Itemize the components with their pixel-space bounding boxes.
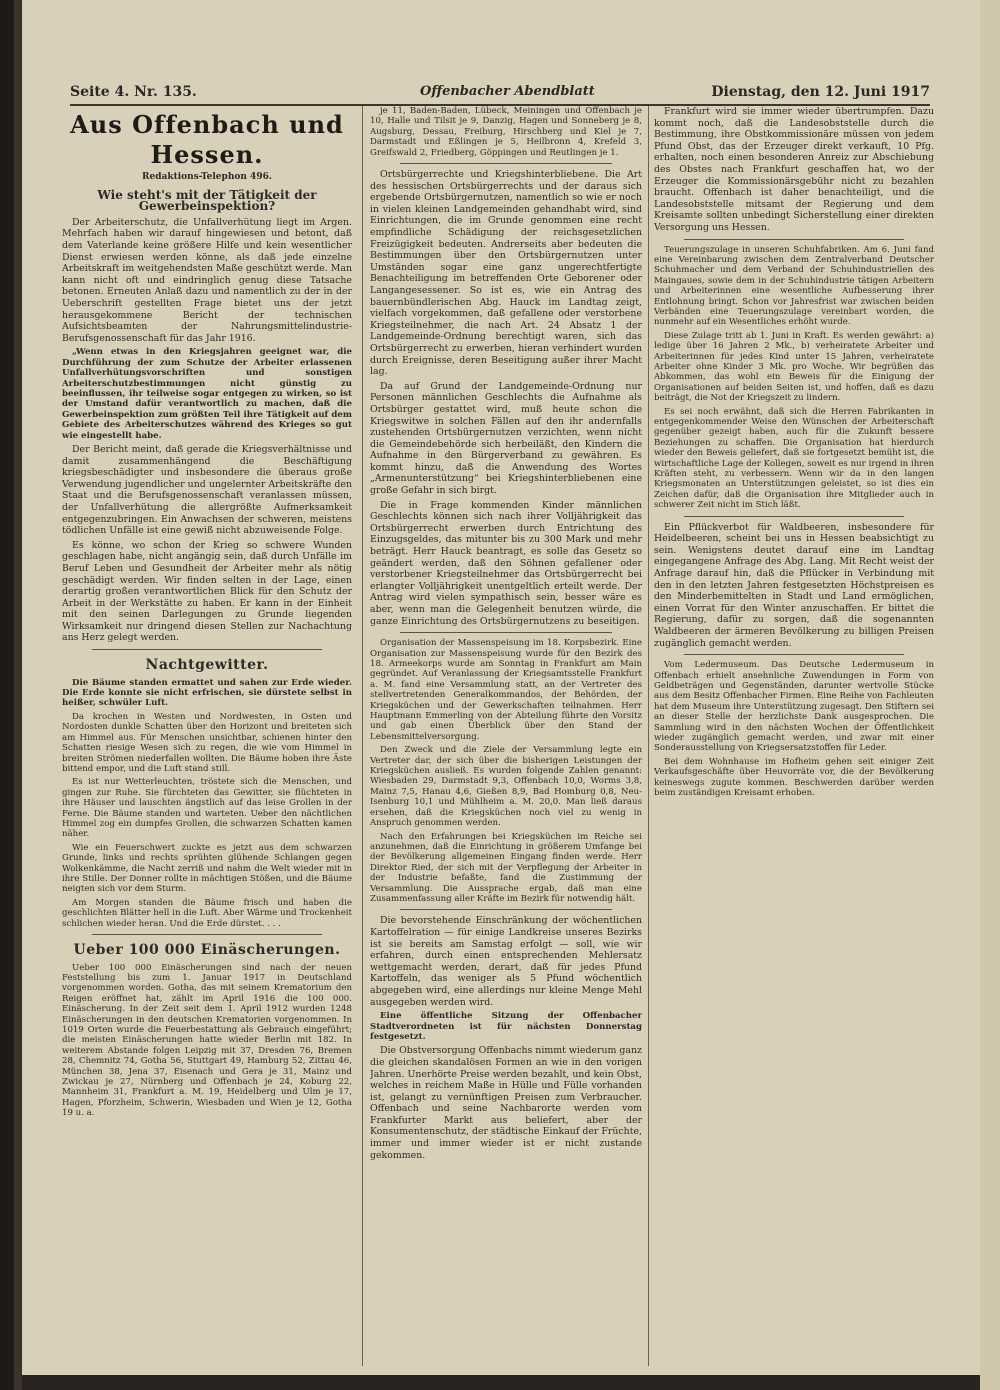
article-paragraph: Da auf Grund der Landgemeinde-Ordnung nur Personen männlichen Geschlechts die Aufnahme als Ortsbürger gestattet wird, muß heute schon die Kriegswitwe in solchen Fällen auf den ihr andernfalls zustehenden Ortsbürgernutzen verzichten, wenn nicht die Gemeindebehörde sich herbeiläßt, den Kindern die Aufnahme in den Bürgerverband zu gewähren. Es kommt hinzu, daß die Anwendung des Wortes „Armenunterstützung“ bei Kriegshinterbliebenen eine große Gefahr in sich birgt.: [370, 380, 642, 497]
page-number-label: Seite 4. Nr. 135.: [70, 84, 197, 100]
page-header: [70, 82, 930, 106]
divider: [684, 239, 904, 240]
article-paragraph: Nach den Erfahrungen bei Kriegsküchen im Reiche sei anzunehmen, daß die Einrichtung in größerem Umfange bei der Bevölkerung allgemeinen Eingang finden werde. Herr Direktor Ried, der sich mit der Verpflegung der Arbeiter in der Industrie befaßte, fand die Zustimmung der Versammlung. Die Aussprache ergab, daß man eine Zusammenfassung aller Kräfte im Bezirk für notwendig hält.: [370, 831, 642, 904]
article-paragraph: Die Obstversorgung Offenbachs nimmt wiederum ganz die gleichen skandalösen Formen an wie in den vorigen Jahren. Unerhörte Preise werden bezahlt, und kein Obst, welches in reichem Maße in Hülle und Fülle vorhanden ist, gelangt zu vernünftigen Preisen zum Verbraucher. Offenbach und seine Nachbarorte werden vom Frankfurter Markt aus beliefert, aber der Konsumentenschutz, der städtische Einkauf der Früchte, immer und immer wieder ist er nicht zustande gekommen.: [370, 1045, 642, 1161]
article-paragraph: Eine öffentliche Sitzung der Offenbacher Stadtverordneten ist für nächsten Donnerstag festgesetzt.: [370, 1011, 642, 1042]
column-3: [654, 106, 934, 1366]
article-paragraph: Vom Ledermuseum. Das Deutsche Ledermuseum in Offenbach erhielt ansehnliche Zuwendungen in Form von Geldbeträgen und Gegenständen, darunter wertvolle Stücke aus dem Besitz Offenbacher Firmen. Eine Reihe von Fachleuten hat dem Museum ihre Unterstützung zugesagt. Den Stiftern sei an dieser Stelle der herzlichste Dank ausgesprochen. Die Sammlung wird in den nächsten Wochen der Öffentlichkeit wieder zugänglich gemacht werden, und zwar mit einer Sonderausstellung von Kriegsersatzstoffen für Leder.: [654, 660, 934, 754]
article-paragraph: Es könne, wo schon der Krieg so schwere Wunden geschlagen habe, nicht angängig sein, daß durch Unfälle im Beruf Leben und Gesundheit der Arbeiter mehr als nötig geschädigt werden. Wir finden selten in der Lage, einen derartig großen verantwortlichen Blick für den Schutz der Arbeit in der Werkstätte zu haben. Er kann in der Einheit mit den seinen Darlegungen zu Grunde liegenden Wirksamkeit nur dringend diesen Stellen zur Nachachtung ans Herz gelegt werden.: [62, 539, 352, 644]
article-paragraph: Wie ein Feuerschwert zuckte es jetzt aus dem schwarzen Grunde, links und rechts sprühten glühende Schlangen gegen Wolkenkämme, die Nacht zerriß und nahm die Welt wieder mit in ihre Stille. Der Donner rollte in mächtigen Stößen, und die Bäume neigten sich vor dem Sturm.: [62, 842, 352, 895]
article-title: Ueber 100 000 Einäscherungen.: [73, 942, 341, 958]
article-paragraph: Die in Frage kommenden Kinder männlichen Geschlechts können sich nach ihrer Volljährigkeit das Ortsbürgerrecht erwerben durch Entrichtung des Einzugsgeldes, das mitunter bis zu 300 Mark und mehr beträgt. Herr Hauck beantragt, es solle das Gesetz so geändert werden, daß den Söhnen gefallener oder verstorbener Kriegsteilnehmer das Ortsbürgerrecht bei erlangter Volljährigkeit unentgeltlich erteilt werde. Der Antrag wird vielen sympathisch sein, besser wäre es aber, wenn man die Gelegenheit benutzen würde, die ganze Einrichtung des Ortsbürgernutzens zu beseitigen.: [370, 499, 642, 627]
article-paragraph: Es ist nur Wetterleuchten, tröstete sich die Menschen, und gingen zur Ruhe. Sie fürchteten das Gewitter, sie flüchteten in ihre Häuser und lauschten ängstlich auf das leise Grollen in der Ferne. Die Bäume standen und warteten. Ueber den nächtlichen Himmel zog ein dumpfes Grollen, die schwarzen Schatten kamen näher.: [62, 777, 352, 840]
article-paragraph: Bei dem Wohnhause im Hofheim gehen seit einiger Zeit Verkaufsgeschäfte über Heuvorräte vor, die der Bevölkerung keineswegs zugute kommen. Beschwerden darüber werden beim zuständigen Kreisamt erhoben.: [654, 756, 934, 799]
article-paragraph: Die bevorstehende Einschränkung der wöchentlichen Kartoffelration — für einige Landkreise unseres Bezirks ist sie bereits am Samstag erfolgt — soll, wie wir erfahren, durch einen entsprechenden Mehlersatz wettgemacht werden, derart, daß für jedes Pfund Kartoffeln, das weniger als 5 Pfund wöchentlich abgegeben wird, eine allerdings nur kleine Menge Mehl ausgegeben werden wird.: [370, 915, 642, 1008]
article-paragraph: Frankfurt wird sie immer wieder übertrumpfen. Dazu kommt noch, daß die Landesobststelle durch die Bestimmung, ihre Obstkommissionäre müssen von jedem Pfund Obst, das der Erzeuger direkt verkauft, 10 Pfg. erhalten, noch einen besonderen Anreiz zur Abschiebung des Obstes nach Frankfurt geschaffen hat, wo der Erzeuger die Kommissionärsgebühr nicht zu bezahlen braucht. Offenbach ist daher benachteiligt, und die Landesobststelle mitsamt der Regierung und dem Kreisamte sollten unbedingt Sicherstellung einer direkten Versorgung uns Hessen.: [654, 106, 934, 233]
article-paragraph: Diese Zulage tritt ab 1. Juni in Kraft. Es werden gewährt: a) ledige über 16 Jahren 2 Mk., b) verheiratete Arbeiter und Arbeiterinnen für jedes Kind unter 15 Jahren, verheiratete Arbeiter ohne Kinder 3 Mk. pro Woche. Wir begrüßen das Abkommen, das wohl ein Beweis für die Einigung der Organisationen auf beiden Seiten ist, und hoffen, daß es dazu beiträgt, die Not der Kriegszeit zu lindern.: [654, 330, 934, 404]
divider: [400, 909, 612, 910]
column-1: [62, 106, 352, 1366]
issue-date: Dienstag, den 12. Juni 1917: [711, 84, 930, 100]
article-paragraph: Ueber 100 000 Einäscherungen sind nach der neuen Feststellung bis zum 1. Januar 1917 in Deutschland vorgenommen worden. Gotha, das mit seinem Krematorium den Reigen eröffnet hat, zählt im April 1916 die 100 000. Einäscherung. In der Zeit seit dem 1. April 1912 wurden 1248 Einäscherungen in den deutschen Krematorien vorgenommen. In 1019 Orten wurde die Feuerbestattung als Gebrauch eingeführt; die meisten Einäscherungen hatte wieder Berlin mit 182. In weiterem Abstande folgen Leipzig mit 37, Dresden 76, Bremen 28, Chemnitz 74, Gotha 56, Stuttgart 49, Hamburg 52, Zittau 46, München 38, Jena 37, Eisenach und Gera je 31, Mainz und Zwickau je 27, Nürnberg und Offenbach je 24, Koburg 22, Mannheim 31, Frankfurt a. M. 19, Heidelberg und Ulm je 17, Hagen, Pforzheim, Schwerin, Wiesbaden und Wien je 12, Gotha 19 u. a.: [62, 962, 352, 1119]
divider: [684, 654, 904, 655]
article-paragraph: Ein Pflückverbot für Waldbeeren, insbesondere für Heidelbeeren, scheint bei uns in Hessen beabsichtigt zu sein. Wenigstens deutet darauf eine im Landtag eingegangene Anfrage des Abg. Lang. Mit Recht weist der Anfrage darauf hin, daß die Pflücker in Verbindung mit den in den letzten Jahren festgesetzten Höchstpreisen es den Minderbemittelten in Stadt und Land ermöglichen, einen Vorrat für den Winter anzuschaffen. Er bittet die Regierung, dafür zu sorgen, daß die sogenannten Waldbeeren der ärmeren Bevölkerung zu billigen Preisen zugänglich gemacht werden.: [654, 521, 934, 649]
divider: [92, 934, 322, 935]
column-rule: [648, 106, 649, 1366]
divider: [92, 649, 322, 650]
article-title: Wie steht's mit der Tätigkeit der Gewerbeinspektion?: [97, 187, 317, 214]
telephone-line: Redaktions-Telephon 496.: [142, 172, 272, 182]
divider: [400, 163, 612, 164]
article-paragraph: Der Bericht meint, daß gerade die Kriegsverhältnisse und damit zusammenhängend die Beschäftigung kriegsbeschädigter und insbesondere die überaus große Verwendung jugendlicher und ungelernter Arbeitskräfte den Staat und die Berufsgenossenschaft veranlassen müssen, der Unfallverhütung die allergrößte Aufmerksamkeit entgegenzubringen. Ein Anwachsen der schweren, meistens tödlichen Unfälle ist eine gewiß nicht abzuweisende Folge.: [62, 443, 352, 537]
article-paragraph: Es sei noch erwähnt, daß sich die Herren Fabrikanten in entgegenkommender Weise den Wünschen der Arbeiterschaft gegenüber gezeigt haben, auch für die Zukunft bessere Beziehungen zu schaffen. Die Organisation hat hierdurch wieder den Beweis geliefert, daß sie fortgesetzt bemüht ist, die wirtschaftliche Lage der Kollegen, soweit es nur irgend in ihren Kräften steht, zu verbessern. Wenn wir da in den langen Kriegsmonaten an Unterstützungen geleistet, so ist dies ein Zeichen dafür, daß die Organisation ihre Mitglieder auch in schwerer Zeit nicht im Stich läßt.: [654, 406, 934, 511]
divider: [400, 632, 612, 633]
article-paragraph: Ortsbürgerrechte und Kriegshinterbliebene. Die Art des hessischen Ortsbürgerrechts und der daraus sich ergebende Ortsbürgernutzen, namentlich so wie er noch in vielen kleinen Landgemeinden gehandhabt wird, sind Einrichtungen, die im Grunde genommen eine recht empfindliche Schädigung der reichsgesetzlichen Freizügigkeit bedeuten. Andrerseits aber bedeuten die Bestimmungen über den Ortsbürgernutzen unter Umständen sogar eine ganz ungerechtfertigte Benachteiligung im betreffenden Orte Geborener oder Langangesessener. So ist es, wie ein Antrag des bauernbündlerischen Abg. Hauck im Landtag zeigt, vielfach vorgekommen, daß gefallene oder verstorbene Kriegsteilnehmer, die nach Art. 24 Absatz 1 der Landgemeinde-Ordnung berechtigt waren, sich das Ortsbürgerrecht zu erwerben, hieran verhindert wurden durch Ereignisse, deren Beseitigung außer ihrer Macht lag.: [370, 169, 642, 378]
article-paragraph: Die Bäume standen ermattet und sahen zur Erde wieder. Die Erde konnte sie nicht erfrischen, sie dürstete selbst in heißer, schwüler Luft.: [62, 677, 352, 709]
page-right-margin: [980, 0, 1000, 1390]
column-rule: [362, 106, 363, 1366]
article-paragraph: Den Zweck und die Ziele der Versammlung legte ein Vertreter dar, der sich über die bisherigen Leistungen der Kriegsküchen ausließ. Es wurden folgende Zahlen genannt: Wiesbaden 29, Darmstadt 9,3, Offenbach 10,0, Worms 3,8, Mainz 7,5, Hanau 4,6, Gießen 8,9, Bad Homburg 0,8, Neu-Isenburg 10,1 und Mühlheim a. M. 20,0. Man ließ daraus ersehen, daß die Kriegsküchen noch viel zu wenig in Anspruch genommen werden.: [370, 745, 642, 829]
article-title: Nachtgewitter.: [145, 657, 269, 674]
divider: [684, 516, 904, 517]
article-paragraph: Teuerungszulage in unseren Schuhfabriken. Am 6. Juni fand eine Vereinbarung zwischen dem Zentralverband Deutscher Schuhmacher und dem Verband der Schuhindustriellen des Maingaues, sowie dem in der Schuhindustrie tätigen Arbeitern und Arbeiterinnen eine wesentliche Aufbesserung ihrer Entlohnung bringt. Schon vor Jahresfrist war zwischen beiden Verbänden eine Teuerungszulage vereinbart worden, die nunmehr auf ein Wesentliches erhöht wurde.: [654, 244, 934, 328]
article-paragraph: Organisation der Massenspeisung im 18. Korpsbezirk. Eine Organisation zur Massenspeisung wurde für den Bezirk des 18. Armeekorps wurde am Sonntag in Frankfurt am Main gegründet. Auf Veranlassung der Kriegsamtsstelle Frankfurt a. M. fand eine Versammlung statt, an der Vertreter des stellvertretenden Generalkommandos, der Behörden, der Kriegsküchen und der Gewerkschaften teilnahmen. Herr Hauptmann Emmerling von der Abteilung führte den Vorsitz und gab einen Überblick über den Stand der Lebensmittelversorgung.: [370, 638, 642, 742]
page-edge: [14, 0, 22, 1390]
newspaper-title: Offenbacher Abendblatt: [420, 84, 595, 99]
article-paragraph: Der Arbeiterschutz, die Unfallverhütung liegt im Argen. Mehrfach haben wir darauf hingewiesen und betont, daß dem Vaterlande keine größere Hilfe und kein wesentlicher Dienst erwiesen werden könne, als daß jede einzelne Arbeitskraft im weitgehendsten Maße geschützt werde. Man kann nicht oft und eindringlich genug diese Tatsache betonen. Erneuten Anlaß dazu und namentlich zu der in der Ueberschrift gestellten Frage bietet uns der jetzt herausgekommene Bericht der technischen Aufsichtsbeamten der Nahrungsmittelindustrie-Berufsgenossenschaft für das Jahr 1916.: [62, 216, 352, 344]
article-paragraph: Am Morgen standen die Bäume frisch und haben die geschlichten Blätter hell in die Luft. Aber Wärme und Trockenheit schlichen wieder heran. Und die Erde dürstet. . . .: [62, 897, 352, 929]
column-2: [370, 106, 642, 1366]
article-paragraph: Da krochen in Westen und Nordwesten, in Osten und Nordosten dunkle Schatten über den Horizont und breiteten sich am Himmel aus. Für Menschen unsichtbar, schienen hinter den Schatten riesige Wesen sich zu regen, die wie vom Himmel in breiten Strömen niederfallen wollten. Die Bäume hoben ihre Äste bittend empor, und die Luft stand still.: [62, 711, 352, 774]
book-binding: [0, 0, 14, 1390]
article-paragraph: „Wenn etwas in den Kriegsjahren geeignet war, die Durchführung der zum Schutze der Arbeiter erlassenen Unfallverhütungsvorschriften und sonstigen Arbeiterschutzbestimmungen nicht günstig zu beeinflussen, ihr teilweise sogar entgegen zu wirken, so ist der Umstand dafür verantwortlich zu machen, daß die Gewerbeinspektion zum größten Teil ihre Tätigkeit auf dem Gebiete des Arbeiterschutzes während des Krieges so gut wie eingestellt habe.: [62, 347, 352, 441]
article-paragraph: je 11, Baden-Baden, Lübeck, Meiningen und Offenbach je 10, Halle und Tilsit je 9, Danzig, Hagen und Sonneberg je 8, Augsburg, Dessau, Freiburg, Hirschberg und Kiel je 7, Darmstadt und Eßlingen je 5, Heilbronn 4, Krefeld 3, Greifswald 2, Friedberg, Göppingen und Reutlingen je 1.: [370, 106, 642, 158]
section-masthead: Aus Offenbach und Hessen.: [70, 110, 344, 169]
